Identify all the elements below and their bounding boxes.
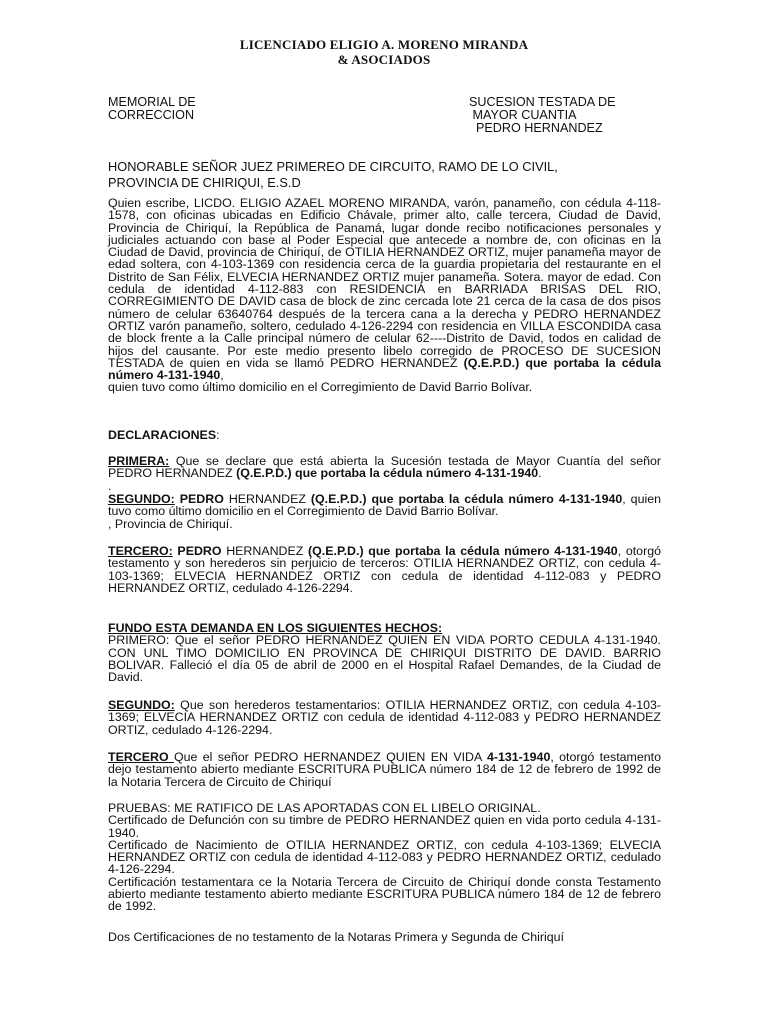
heading-right (469, 96, 616, 135)
primera-stray: . (108, 478, 112, 493)
hechos-segundo-text: Que son herederos testamentarios: OTILIA HERNANDEZ ORTIZ, con cedula 4-103-1369; ELVECIA HERNANDEZ ORTIZ con cedula de identidad 4-112-083 y PEDRO HERNANDEZ ORTIZ, cedulado 4-126-2294. (108, 698, 661, 737)
primera-label: PRIMERA: (108, 454, 170, 468)
intro-bold-cedula: (Q.E.P.D.) que portaba la cédula número 4-131-1940 (108, 355, 661, 383)
tercero-declaracion (108, 545, 661, 594)
hechos-segundo-label: SEGUNDO: (108, 698, 175, 712)
tercero-name-bold: PEDRO (172, 544, 222, 558)
letterhead-name: LICENCIADO ELIGIO A. MORENO MIRANDA (239, 37, 529, 52)
hechos-section (108, 622, 661, 683)
hechos-tercero-bold: 4-131-1940 (486, 750, 551, 764)
intro-tail: , (220, 368, 224, 383)
primera-paragraph (108, 455, 661, 492)
segundo-declaracion (108, 493, 661, 530)
pruebas-item-4: Dos Certificaciones de no testamento de la Notaras Primera y Segunda de Chiriquí (108, 930, 564, 944)
declaraciones-title: DECLARACIONES (108, 428, 217, 442)
primera-text: Que se declare que está abierta la Sucesión testada de Mayor Cuantía del señor PEDRO HERNANDEZ (108, 454, 661, 481)
pruebas-item-3: Certificación testamentara ce la Notaria Tercera de Circuito de Chiriquí donde consta Testamento abierto mediante testamento abierto mediante ESCRITURA PUBLICA número 184 de 12 de febrero de 1992. (108, 874, 661, 914)
heading-left-line2: CORRECCION (108, 108, 195, 122)
declaraciones-colon: : (216, 428, 220, 442)
intro-last-line: quien tuvo como último domicilio en el Corregimiento de David Barrio Bolívar. (108, 380, 533, 395)
primera-bold: (Q.E.P.D.) que portaba la cédula número 4-131-1940 (236, 466, 539, 481)
segundo-name: HERNANDEZ (223, 492, 311, 506)
heading-right-line1: SUCESION TESTADA DE (469, 95, 616, 109)
hechos-tercero (108, 751, 661, 788)
tercero-text: , otorgó testamento y son herederos sin perjuicio de terceros: OTILIA HERNANDEZ ORTIZ, con cedula 4-103-1369; ELVECIA HERNANDEZ ORTIZ con cedula de identidad 4-112-083 y PEDRO HERNANDEZ ORTIZ, cedulado 4-126-2294. (108, 544, 661, 595)
segundo-label: SEGUNDO: (108, 492, 175, 506)
segundo-name-bold: PEDRO (174, 492, 224, 506)
heading-right-line2: MAYOR CUANTIA (469, 108, 577, 122)
intro-text: Quien escribe, LICDO. ELIGIO AZAEL MORENO MIRANDA, varón, panameño, con cédula 4-118-1578, con oficinas ubicadas en Edificio Chávale, primer alto, calle tercera, Ciudad de David, Provincia de Chiriquí, la República de Panamá, lugar donde recibo notificaciones personales y judiciales actuando con base al Poder Especial que antecede a nombre de, con oficinas en la Ciudad de David, provincia de Chiriquí, de OTILIA HERNANDEZ ORTIZ, mujer panameña mayor de edad soltera, con 4-103-1369 con residencia cerca de la guardia propietaria del restaurante en el Distrito de San Félix, ELVECIA HERNANDEZ ORTIZ mujer panameña. Sotera. mayor de edad. Con cedula de identidad 4-112-883 con RESIDENCIA en BARRIADA BRISAS DEL RIO, CORREGIMIENTO DE DAVID casa de block de zinc cercada lote 21 cerca de la casa de dos pisos número de celular 63640764 después de la tercera cana a la derecha y PEDRO HERNANDEZ ORTIZ varón panameño, soltero, cedulado 4-126-2294 con residencia en VILLA ESCONDIDA casa de block frente a la Calle principal número de celular 62----Distrito de David, todos en calidad de hijos del causante. Por este medio presento libelo corregido de PROCESO DE SUCESION TESTADA de quien en vida se llamó PEDRO HERNANDEZ (108, 196, 661, 370)
salutation (108, 159, 661, 191)
hechos-primero: PRIMERO: Que el señor PEDRO HERNANDEZ QUIEN EN VIDA PORTO CEDULA 4-131-1940. CON UNL TIMO DOMICILIO EN PROVINCA DE CHIRIQUI DISTRITO DE DAVID. BARRIO BOLIVAR. Falleció el día 05 de abril de 2000 en el Hospital Rafael Demandes, de la Ciudad de David. (108, 633, 661, 685)
declaraciones-heading (108, 429, 661, 441)
segundo-last-line: , Provincia de Chiriquí. (108, 516, 233, 531)
salutation-line2: PROVINCIA DE CHIRIQUI, E.S.D (108, 175, 301, 190)
pruebas-item-1: Certificado de Defunción con su timbre de PEDRO HERNANDEZ quien en vida porto cedula 4-131-1940. (108, 813, 661, 840)
segundo-bold: (Q.E.P.D.) que portaba la cédula número 4-131-1940 (310, 492, 623, 506)
hechos-title: FUNDO ESTA DEMANDA EN LOS SIGUIENTES HECHOS: (108, 621, 443, 635)
tercero-bold: (Q.E.P.D.) que portaba la cédula número 4-131-1940 (308, 544, 618, 558)
heading-left (108, 96, 196, 122)
primera-tail: . (538, 466, 542, 481)
pruebas-section (108, 802, 661, 913)
hechos-tercero-text-1: Que el señor PEDRO HERNANDEZ QUIEN EN VIDA (173, 750, 487, 764)
salutation-line1: HONORABLE SEÑOR JUEZ PRIMEREO DE CIRCUITO, RAMO DE LO CIVIL, (108, 159, 558, 174)
pruebas-item-2: Certificado de Nacimiento de OTILIA HERNANDEZ ORTIZ, con cedula 4-103-1369; ELVECIA HERNANDEZ ORTIZ con cedula de identidad 4-112-083 y PEDRO HERNANDEZ ORTIZ, cedulado 4-126-2294. (108, 837, 661, 877)
segundo-text: , quien tuvo como último domicilio en el Corregimiento de David Barrio Bolívar. (108, 492, 661, 519)
letterhead-associates: & ASOCIADOS (337, 52, 431, 67)
hechos-tercero-label: TERCERO (108, 750, 174, 764)
intro-paragraph (108, 197, 661, 394)
tercero-name: HERNANDEZ (221, 544, 309, 558)
hechos-tercero-text-2: , otorgó testamento dejo testamento abierto mediante ESCRITURA PUBLICA número 184 de 12 de febrero de 1992 de la Notaria Tercera de Circuito de Chiriquí (108, 750, 661, 789)
heading-right-line3: PEDRO HERNANDEZ (469, 121, 603, 135)
heading-left-line1: MEMORIAL DE (108, 95, 196, 109)
pruebas-title: PRUEBAS: ME RATIFICO DE LAS APORTADAS CON EL LIBELO ORIGINAL. (108, 801, 541, 815)
hechos-segundo (108, 699, 661, 736)
tercero-label: TERCERO: (108, 544, 173, 558)
